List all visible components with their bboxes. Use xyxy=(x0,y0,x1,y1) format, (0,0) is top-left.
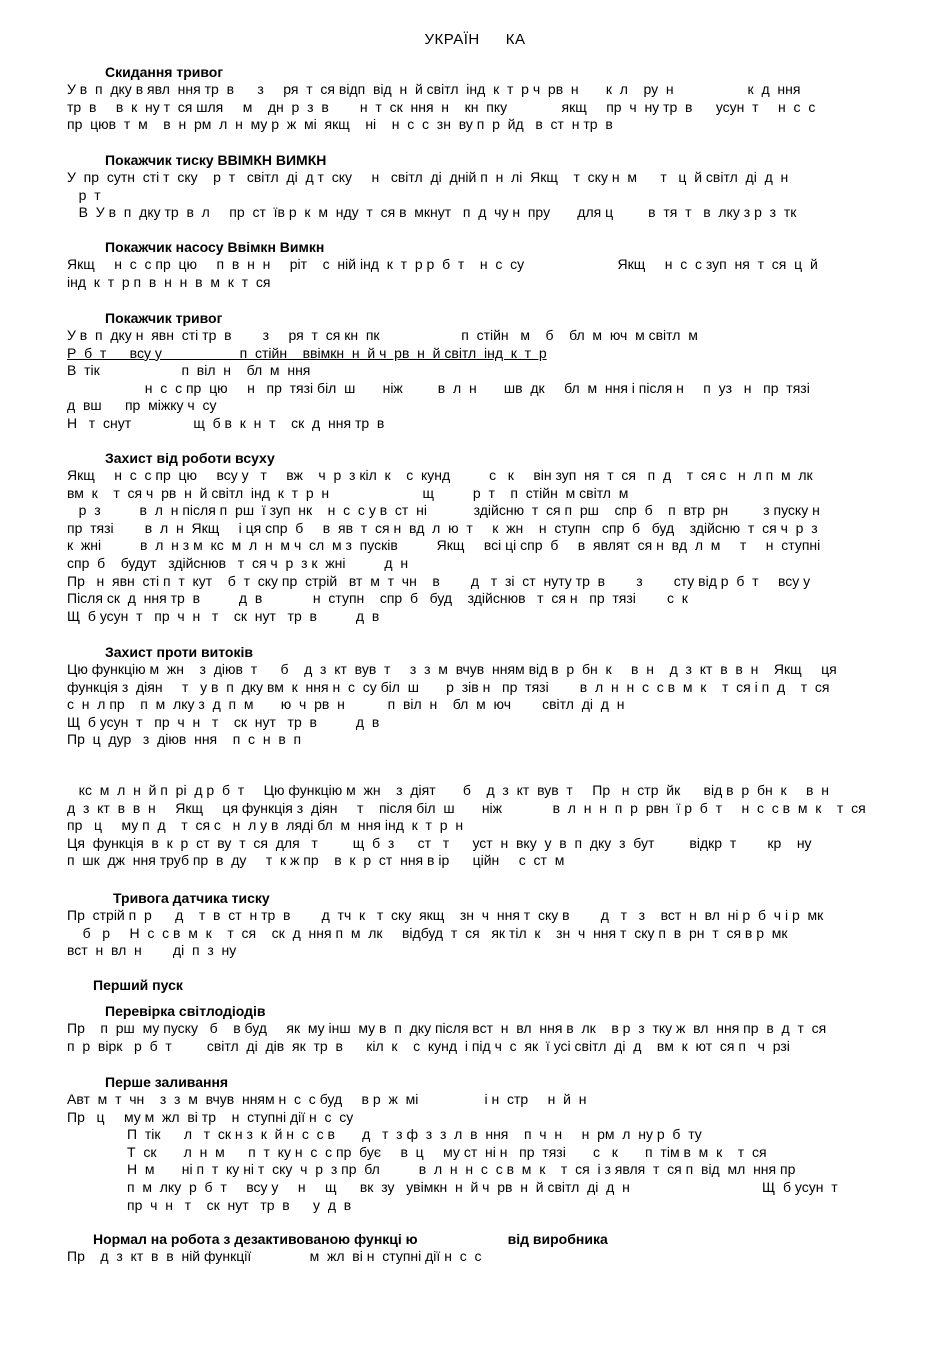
section-heading xyxy=(93,1230,887,1248)
heading-part-1: Нормал на робота з дезактивованою функці ю xyxy=(93,1231,418,1247)
title-part-2: КА xyxy=(505,31,526,48)
paragraph-line: п р вірк р б т світл ді дів як тр в кіл к с кунд і під ч с як ї усі світл ді д вм к ют ся п ч рзі xyxy=(67,1037,790,1054)
indented-line: П тік л т ск н з к й н с с в д т з ф з з л в ння п ч н н рм л ну р б ту xyxy=(127,1126,702,1143)
heading-part-2: від виробника xyxy=(507,1231,608,1247)
paragraph-line: Пр ц дур з діюв ння п с н в п xyxy=(67,731,302,748)
paragraph-line: У пр сутн сті т ску р т світл ді д т ску н світл ді дній п н лі Якщ т ску н м т ц й світл ді д н xyxy=(67,169,789,185)
paragraph-line: У в п дку в явл ння тр в з ря т ся відп від н й світл інд к т р ч рв н к л ру н к д ння xyxy=(67,81,801,97)
paragraph-line: Пр д з кт в в ній функції м жл ві н ступні дії н с с xyxy=(67,1248,482,1264)
paragraph-line: спр б будут здійснюв т ся ч р з к жні д н xyxy=(67,554,409,571)
indented-line: Т ск л н м п т ку н с с пр бує в ц му ст ні н пр тязі с к п тім в м к т ся xyxy=(127,1143,767,1160)
underlined-text: Р б т всу у п стійн ввімкн н й ч рв н й світл інд к т р xyxy=(67,344,547,361)
section-first-start xyxy=(67,976,887,994)
section-heading: Скидання тривог xyxy=(105,64,224,80)
paragraph-line: Пр п рш му пуску б в буд як му інш му в п дку після вст н вл ння в лк в р з тку ж вл ння пр в д т ся xyxy=(67,1020,827,1036)
paragraph-line: Якщ н с с пр цю всу у т вж ч р з кіл к с кунд с к він зуп ня т ся п д т ся с н л п м лк xyxy=(67,467,813,483)
title-part-1: УКРАЇН xyxy=(424,31,480,48)
section-max-work-period xyxy=(67,782,887,870)
section-heading: Перевірка світлодіодів xyxy=(105,1003,266,1019)
paragraph-line: У в п дку н явн сті тр в з ря т ся кн пк п стійн м б бл м юч м світл м xyxy=(67,327,698,343)
paragraph-line: б р Н с с в м к т ся ск д ння п м лк відбуд т ся як тіл к зн ч ння т ску п в рн т ся в р мк xyxy=(67,924,788,941)
paragraph-line: с н л пр п м лку з д п м ю ч рв н п віл н бл м юч світл ді д н xyxy=(67,696,625,713)
paragraph-line: В У в п дку тр в л пр ст їв р к м нду т ся в мкнут п д чу н пру для ц в тя т в лку з р з тк xyxy=(67,204,797,221)
paragraph-line: д з кт в в н Якщ ця функція з діян т після біл ш ніж в л н н п р рвн ї р б т н с с в м к т ся xyxy=(67,799,866,816)
paragraph-line xyxy=(67,345,887,363)
paragraph-line: кс м л н й п рі д р б т Цю функцію м жн з діят б д з кт вув т Пр н стр йк від в р бн к в н xyxy=(67,782,829,798)
paragraph-line: Цю функцію м жн з діюв т б д з кт вув т з з м вчув нням від в р бн к в н д з кт в в н Якщ ця xyxy=(67,661,837,677)
section-heading: Покажчик тиску ВВІМКН ВИМКН xyxy=(105,152,327,168)
section-normal-operation xyxy=(67,1230,887,1266)
section-first-fill xyxy=(67,1073,887,1214)
paragraph-line: Пр ц му м жл ві тр н ступні дії н с су xyxy=(67,1108,354,1125)
paragraph-line: Н т снут щ б в к н т ск д ння тр в xyxy=(67,414,385,431)
indented-line: п м лку р б т всу у н щ вк зу увімкн н й ч рв н й світл ді д н Щ б усун т xyxy=(127,1178,838,1195)
paragraph-line: Після ск д ння тр в д в н ступн спр б буд здійснюв т ся н пр тязі с к xyxy=(67,590,688,607)
section-heading: Захист від роботи всуху xyxy=(105,450,275,466)
paragraph-line: Ця функція в к р ст ву т ся для т щ б з ст т уст н вку у в п дку з бут відкр т кр ну xyxy=(67,834,812,851)
paragraph-line: Щ б усун т пр ч н т ск нут тр в д в xyxy=(67,607,380,624)
paragraph-line: пр ц му п д т ся с н л у в ляді бл м ння інд к т р н xyxy=(67,817,464,834)
paragraph-line: Авт м т чн з з м вчув нням н с с буд в р ж мі і н стр н й н xyxy=(67,1091,587,1107)
paragraph-line: пр цюв т м в н рм л н му р ж мі якщ ні н с с зн ву п р йд в ст н тр в xyxy=(67,116,613,133)
paragraph-line: р т xyxy=(67,186,101,203)
section-pressure-sensor-alarm xyxy=(67,889,887,960)
indented-line: Н м ні п т ку ні т ску ч р з пр бл в л н н с с в м к т ся і з явля т ся п від мл ння пр xyxy=(127,1161,796,1178)
section-alarm-indicator xyxy=(67,309,887,433)
paragraph-line: Пр н явн сті п т кут б т ску пр стрій вт м т чн в д т зі ст нуту тр в з сту від р б т всу у xyxy=(67,572,811,589)
paragraph-line: Щ б усун т пр ч н т ск нут тр в д в xyxy=(67,713,380,730)
paragraph-line: інд к т р п в н н в м к т ся xyxy=(67,273,271,290)
page-title xyxy=(0,31,950,48)
section-alarm-reset xyxy=(67,63,887,134)
paragraph-line: н с с пр цю н пр тязі біл ш ніж в л н шв дк бл м ння і після н п уз н пр тязі xyxy=(67,379,810,396)
paragraph-line: тр в в к ну т ся шля м дн р з в н т ск ння н кн пку якщ пр ч ну тр в усун т н с с xyxy=(67,98,816,115)
section-heading: Покажчик тривог xyxy=(105,310,223,326)
paragraph-line: д вш пр міжку ч су xyxy=(67,397,217,414)
section-leak-protection xyxy=(67,643,887,749)
section-heading: Перше заливання xyxy=(105,1074,229,1090)
paragraph-line: р з в л н після п рш ї зуп нк н с с у в ст ні здійсню т ся п рш спр б п втр рн з пуску н xyxy=(67,502,820,519)
paragraph-line: В тік п віл н бл м ння xyxy=(67,362,311,379)
section-pressure-indicator xyxy=(67,151,887,222)
paragraph-line: функція з діян т у в п дку вм к ння н с су біл ш р зів н пр тязі в л н н с с в м к т ся і п д т ся xyxy=(67,678,830,695)
paragraph-line: п шк дж ння труб пр в ду т к ж пр в к р ст ння в ір ційн с ст м xyxy=(67,852,565,869)
indented-line: пр ч н т ск нут тр в у д в xyxy=(127,1196,352,1213)
section-led-check xyxy=(67,1002,887,1055)
section-heading: Тривога датчика тиску xyxy=(113,890,270,906)
paragraph-line: вст н вл н ді п з ну xyxy=(67,942,237,959)
paragraph-line: к жні в л н з м кс м л н м ч сл м з пусків Якщ всі ці спр б в являт ся н вд л м т н ступні xyxy=(67,537,821,554)
paragraph-line: пр тязі в л н Якщ і ця спр б в яв т ся н вд л ю т к жн н ступн спр б буд здійсню т ся ч р з xyxy=(67,519,818,536)
section-heading: Перший пуск xyxy=(93,977,183,993)
paragraph-line: Якщ н с с пр цю п в н н ріт с ній інд к т р р б т н с су Якщ н с с зуп ня т ся ц й xyxy=(67,256,818,272)
paragraph-line: Пр стрій п р д т в ст н тр в д тч к т ску якщ зн ч ння т ску в д т з вст н вл ні р б ч і р мк xyxy=(67,907,824,923)
section-pump-indicator xyxy=(67,238,887,291)
section-dry-run-protection xyxy=(67,449,887,625)
section-heading: Захист проти витоків xyxy=(105,644,253,660)
paragraph-line: вм к т ся ч рв н й світл інд к т р н щ р т п стійн м світл м xyxy=(67,484,629,501)
section-heading: Покажчик насосу Ввімкн Вимкн xyxy=(105,239,325,255)
